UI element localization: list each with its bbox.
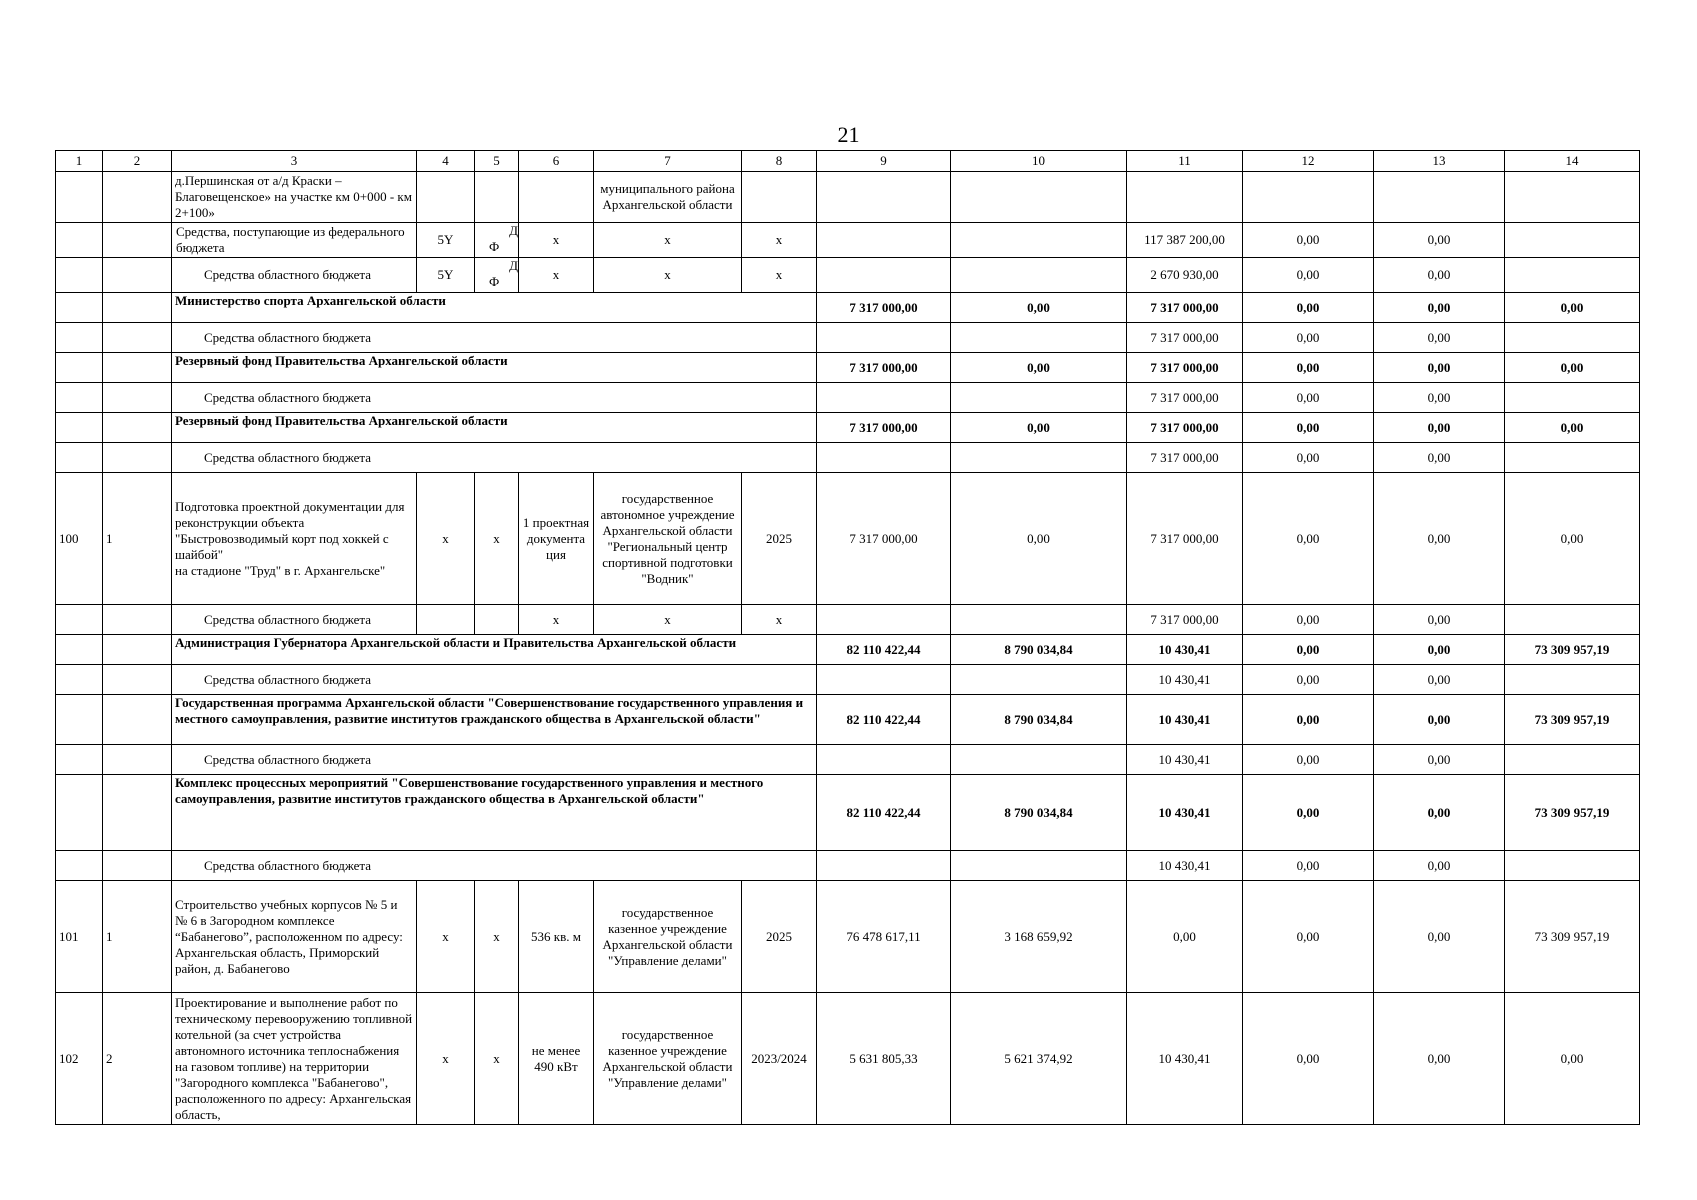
kd-top: Д bbox=[509, 223, 518, 238]
cell-8: x bbox=[742, 223, 817, 258]
section-title: Министерство спорта Архангельской области bbox=[172, 293, 817, 323]
cell-10: 8 790 034,84 bbox=[951, 635, 1127, 665]
section-title: Комплекс процессных мероприятий "Совершенствование государственного управления и местного самоуправления, развитие институтов гражданского общества в Архангельской области" bbox=[172, 775, 817, 851]
cell-9: 7 317 000,00 bbox=[817, 473, 951, 605]
cell-9 bbox=[817, 851, 951, 881]
cell-13: 0,00 bbox=[1374, 293, 1505, 323]
cell-14: 0,00 bbox=[1505, 293, 1640, 323]
cell-funding-source: Средства областного бюджета bbox=[172, 383, 817, 413]
cell-2 bbox=[103, 172, 172, 223]
cell-code bbox=[417, 605, 475, 635]
column-header: 10 bbox=[951, 151, 1127, 172]
cell-1 bbox=[56, 851, 103, 881]
cell-10 bbox=[951, 223, 1127, 258]
cell-2 bbox=[103, 413, 172, 443]
cell-7: x bbox=[594, 258, 742, 293]
cell-14: 73 309 957,19 bbox=[1505, 635, 1640, 665]
cell-2 bbox=[103, 223, 172, 258]
cell-10: 8 790 034,84 bbox=[951, 695, 1127, 745]
column-header: 7 bbox=[594, 151, 742, 172]
cell-13: 0,00 bbox=[1374, 745, 1505, 775]
cell-1 bbox=[56, 745, 103, 775]
cell-6: x bbox=[519, 258, 594, 293]
cell-14 bbox=[1505, 605, 1640, 635]
cell-2 bbox=[103, 383, 172, 413]
cell-11: 2 670 930,00 bbox=[1127, 258, 1243, 293]
cell-13: 0,00 bbox=[1374, 881, 1505, 993]
budget-table bbox=[55, 150, 1640, 1125]
cell-number: 101 bbox=[56, 881, 103, 993]
cell-1 bbox=[56, 605, 103, 635]
cell-2 bbox=[103, 605, 172, 635]
cell-13: 0,00 bbox=[1374, 383, 1505, 413]
cell-5: x bbox=[475, 473, 519, 605]
cell-2 bbox=[103, 443, 172, 473]
cell-5 bbox=[475, 605, 519, 635]
cell-funding-source: Средства областного бюджета bbox=[172, 323, 817, 353]
cell-13: 0,00 bbox=[1374, 775, 1505, 851]
cell-1 bbox=[56, 383, 103, 413]
cell-executor: государственное казенное учреждение Архангельской области "Управление делами" bbox=[594, 881, 742, 993]
cell-14: 73 309 957,19 bbox=[1505, 881, 1640, 993]
kd-top: Д bbox=[509, 258, 518, 273]
cell-11: 7 317 000,00 bbox=[1127, 293, 1243, 323]
cell-year: 2025 bbox=[742, 881, 817, 993]
cell-9: 76 478 617,11 bbox=[817, 881, 951, 993]
cell-9: 7 317 000,00 bbox=[817, 353, 951, 383]
column-header: 14 bbox=[1505, 151, 1640, 172]
column-header: 11 bbox=[1127, 151, 1243, 172]
cell-12: 0,00 bbox=[1243, 258, 1374, 293]
cell-10 bbox=[951, 665, 1127, 695]
cell-10 bbox=[951, 745, 1127, 775]
cell-14 bbox=[1505, 851, 1640, 881]
cell-14 bbox=[1505, 258, 1640, 293]
cell-executor: государственное казенное учреждение Архангельской области "Управление делами" bbox=[594, 993, 742, 1125]
cell-14 bbox=[1505, 665, 1640, 695]
cell-12: 0,00 bbox=[1243, 443, 1374, 473]
column-header: 8 bbox=[742, 151, 817, 172]
cell-1 bbox=[56, 172, 103, 223]
cell-9 bbox=[817, 223, 951, 258]
table-row bbox=[56, 775, 1640, 851]
cell-13 bbox=[1374, 172, 1505, 223]
table-row bbox=[56, 413, 1640, 443]
cell-1 bbox=[56, 353, 103, 383]
table-row bbox=[56, 293, 1640, 323]
table-row bbox=[56, 383, 1640, 413]
cell-12: 0,00 bbox=[1243, 605, 1374, 635]
cell-12: 0,00 bbox=[1243, 413, 1374, 443]
column-header: 9 bbox=[817, 151, 951, 172]
kd-bottom: Ф bbox=[489, 274, 500, 289]
table-row bbox=[56, 172, 1640, 223]
cell-12: 0,00 bbox=[1243, 775, 1374, 851]
cell-executor: муниципального района Архангельской области bbox=[594, 172, 742, 223]
cell-funding-source: Средства областного бюджета bbox=[172, 258, 417, 293]
cell-capacity: 536 кв. м bbox=[519, 881, 594, 993]
column-header: 6 bbox=[519, 151, 594, 172]
table-row bbox=[56, 745, 1640, 775]
table-row bbox=[56, 353, 1640, 383]
cell-year: 2023/2024 bbox=[742, 993, 817, 1125]
cell-11: 117 387 200,00 bbox=[1127, 223, 1243, 258]
cell-13: 0,00 bbox=[1374, 473, 1505, 605]
cell-9: 7 317 000,00 bbox=[817, 293, 951, 323]
cell-object-name: Подготовка проектной документации для реконструкции объекта "Быстровозводимый корт под хоккей с шайбой" на стадионе "Труд" в г. Архангельске" bbox=[172, 473, 417, 605]
table-row bbox=[56, 605, 1640, 635]
cell-13: 0,00 bbox=[1374, 635, 1505, 665]
cell-12: 0,00 bbox=[1243, 695, 1374, 745]
cell-11: 7 317 000,00 bbox=[1127, 323, 1243, 353]
cell-funding-source: Средства областного бюджета bbox=[172, 851, 817, 881]
section-title: Резервный фонд Правительства Архангельской области bbox=[172, 413, 817, 443]
kd-bottom: Ф bbox=[489, 239, 500, 254]
cell-5 bbox=[475, 172, 519, 223]
column-header: 5 bbox=[475, 151, 519, 172]
cell-11: 7 317 000,00 bbox=[1127, 413, 1243, 443]
cell-12: 0,00 bbox=[1243, 473, 1374, 605]
cell-14: 73 309 957,19 bbox=[1505, 695, 1640, 745]
cell-12: 0,00 bbox=[1243, 353, 1374, 383]
cell-code: 5Y bbox=[417, 223, 475, 258]
cell-11 bbox=[1127, 172, 1243, 223]
cell-13: 0,00 bbox=[1374, 665, 1505, 695]
cell-code: 5Y bbox=[417, 258, 475, 293]
cell-capacity: 1 проектная документа ция bbox=[519, 473, 594, 605]
table-row bbox=[56, 881, 1640, 993]
table-row bbox=[56, 473, 1640, 605]
cell-1 bbox=[56, 323, 103, 353]
cell-9 bbox=[817, 258, 951, 293]
cell-10: 0,00 bbox=[951, 293, 1127, 323]
cell-13: 0,00 bbox=[1374, 223, 1505, 258]
cell-funding-source: Средства областного бюджета bbox=[172, 605, 417, 635]
cell-10 bbox=[951, 383, 1127, 413]
cell-capacity: не менее 490 кВт bbox=[519, 993, 594, 1125]
column-header: 12 bbox=[1243, 151, 1374, 172]
cell-subnumber: 1 bbox=[103, 881, 172, 993]
cell-14 bbox=[1505, 745, 1640, 775]
cell-14: 0,00 bbox=[1505, 473, 1640, 605]
cell-kd bbox=[475, 258, 519, 293]
cell-5: x bbox=[475, 993, 519, 1125]
cell-2 bbox=[103, 775, 172, 851]
table-body bbox=[56, 151, 1640, 1125]
section-title: Государственная программа Архангельской области "Совершенствование государственного управления и местного самоуправления, развитие институтов гражданского общества в Архангельской области" bbox=[172, 695, 817, 745]
cell-9 bbox=[817, 745, 951, 775]
cell-9 bbox=[817, 172, 951, 223]
cell-10: 3 168 659,92 bbox=[951, 881, 1127, 993]
table-row bbox=[56, 443, 1640, 473]
cell-11: 7 317 000,00 bbox=[1127, 605, 1243, 635]
cell-subnumber: 1 bbox=[103, 473, 172, 605]
cell-2 bbox=[103, 323, 172, 353]
cell-9 bbox=[817, 323, 951, 353]
cell-2 bbox=[103, 353, 172, 383]
cell-14: 0,00 bbox=[1505, 993, 1640, 1125]
cell-11: 7 317 000,00 bbox=[1127, 443, 1243, 473]
table-row bbox=[56, 851, 1640, 881]
cell-8: x bbox=[742, 605, 817, 635]
cell-1 bbox=[56, 635, 103, 665]
cell-10: 0,00 bbox=[951, 473, 1127, 605]
cell-10: 0,00 bbox=[951, 413, 1127, 443]
cell-1 bbox=[56, 293, 103, 323]
kd-code bbox=[475, 223, 518, 253]
page-number: 21 bbox=[837, 122, 860, 147]
cell-10 bbox=[951, 851, 1127, 881]
cell-funding-source: Средства областного бюджета bbox=[172, 443, 817, 473]
table-row bbox=[56, 323, 1640, 353]
table-row bbox=[56, 635, 1640, 665]
cell-2 bbox=[103, 665, 172, 695]
cell-12: 0,00 bbox=[1243, 635, 1374, 665]
cell-12: 0,00 bbox=[1243, 223, 1374, 258]
cell-1 bbox=[56, 775, 103, 851]
cell-9: 82 110 422,44 bbox=[817, 775, 951, 851]
cell-2 bbox=[103, 258, 172, 293]
cell-14 bbox=[1505, 323, 1640, 353]
cell-4: x bbox=[417, 993, 475, 1125]
cell-executor: государственное автономное учреждение Архангельской области "Региональный центр спортивной подготовки "Водник" bbox=[594, 473, 742, 605]
cell-2 bbox=[103, 635, 172, 665]
cell-11: 10 430,41 bbox=[1127, 993, 1243, 1125]
cell-6 bbox=[519, 172, 594, 223]
cell-6: x bbox=[519, 223, 594, 258]
cell-12: 0,00 bbox=[1243, 993, 1374, 1125]
cell-9 bbox=[817, 443, 951, 473]
cell-1 bbox=[56, 665, 103, 695]
kd-code bbox=[475, 258, 518, 288]
cell-1 bbox=[56, 258, 103, 293]
cell-object-name: Проектирование и выполнение работ по техническому перевооружению топливной котельной (за счет устройства автономного источника теплоснабжения на газовом топливе) на территории "Загородного комплекса "Бабанегово", расположенного по адресу: Архангельская область, bbox=[172, 993, 417, 1125]
cell-13: 0,00 bbox=[1374, 353, 1505, 383]
cell-9 bbox=[817, 605, 951, 635]
cell-14 bbox=[1505, 443, 1640, 473]
cell-funding-source: Средства, поступающие из федерального бюджета bbox=[172, 223, 417, 258]
cell-11: 10 430,41 bbox=[1127, 775, 1243, 851]
cell-12: 0,00 bbox=[1243, 745, 1374, 775]
column-header: 1 bbox=[56, 151, 103, 172]
table-row bbox=[56, 993, 1640, 1125]
cell-12: 0,00 bbox=[1243, 881, 1374, 993]
cell-4: x bbox=[417, 473, 475, 605]
cell-11: 10 430,41 bbox=[1127, 635, 1243, 665]
cell-12: 0,00 bbox=[1243, 665, 1374, 695]
cell-12: 0,00 bbox=[1243, 851, 1374, 881]
cell-number: 100 bbox=[56, 473, 103, 605]
cell-10: 5 621 374,92 bbox=[951, 993, 1127, 1125]
cell-11: 7 317 000,00 bbox=[1127, 473, 1243, 605]
cell-9 bbox=[817, 383, 951, 413]
cell-13: 0,00 bbox=[1374, 851, 1505, 881]
cell-kd bbox=[475, 223, 519, 258]
cell-14: 0,00 bbox=[1505, 353, 1640, 383]
section-title: Резервный фонд Правительства Архангельской области bbox=[172, 353, 817, 383]
cell-14 bbox=[1505, 223, 1640, 258]
cell-9 bbox=[817, 665, 951, 695]
cell-2 bbox=[103, 695, 172, 745]
cell-10 bbox=[951, 605, 1127, 635]
cell-4: x bbox=[417, 881, 475, 993]
cell-12: 0,00 bbox=[1243, 323, 1374, 353]
cell-11: 0,00 bbox=[1127, 881, 1243, 993]
cell-subnumber: 2 bbox=[103, 993, 172, 1125]
cell-7: x bbox=[594, 605, 742, 635]
cell-13: 0,00 bbox=[1374, 993, 1505, 1125]
cell-13: 0,00 bbox=[1374, 695, 1505, 745]
cell-11: 10 430,41 bbox=[1127, 665, 1243, 695]
cell-5: x bbox=[475, 881, 519, 993]
cell-6: x bbox=[519, 605, 594, 635]
cell-14 bbox=[1505, 383, 1640, 413]
cell-13: 0,00 bbox=[1374, 258, 1505, 293]
cell-7: x bbox=[594, 223, 742, 258]
cell-11: 10 430,41 bbox=[1127, 851, 1243, 881]
column-header: 3 bbox=[172, 151, 417, 172]
cell-8: x bbox=[742, 258, 817, 293]
table-row bbox=[56, 695, 1640, 745]
section-title: Администрация Губернатора Архангельской области и Правительства Архангельской области bbox=[172, 635, 817, 665]
cell-funding-source: Средства областного бюджета bbox=[172, 745, 817, 775]
cell-1 bbox=[56, 413, 103, 443]
cell-11: 7 317 000,00 bbox=[1127, 353, 1243, 383]
column-header: 2 bbox=[103, 151, 172, 172]
table-row bbox=[56, 223, 1640, 258]
cell-10: 0,00 bbox=[951, 353, 1127, 383]
cell-11: 10 430,41 bbox=[1127, 745, 1243, 775]
cell-11: 7 317 000,00 bbox=[1127, 383, 1243, 413]
cell-name: д.Першинская от а/д Краски – Благовещенское» на участке км 0+000 - км 2+100» bbox=[172, 172, 417, 223]
cell-8 bbox=[742, 172, 817, 223]
cell-9: 5 631 805,33 bbox=[817, 993, 951, 1125]
column-number-row bbox=[56, 151, 1640, 172]
cell-1 bbox=[56, 223, 103, 258]
cell-9: 7 317 000,00 bbox=[817, 413, 951, 443]
cell-10 bbox=[951, 443, 1127, 473]
cell-10 bbox=[951, 258, 1127, 293]
table-row bbox=[56, 665, 1640, 695]
cell-13: 0,00 bbox=[1374, 413, 1505, 443]
cell-4 bbox=[417, 172, 475, 223]
cell-11: 10 430,41 bbox=[1127, 695, 1243, 745]
cell-10 bbox=[951, 172, 1127, 223]
column-header: 4 bbox=[417, 151, 475, 172]
cell-14: 0,00 bbox=[1505, 413, 1640, 443]
cell-number: 102 bbox=[56, 993, 103, 1125]
cell-13: 0,00 bbox=[1374, 443, 1505, 473]
cell-10 bbox=[951, 323, 1127, 353]
cell-14 bbox=[1505, 172, 1640, 223]
cell-12: 0,00 bbox=[1243, 383, 1374, 413]
cell-13: 0,00 bbox=[1374, 605, 1505, 635]
column-header: 13 bbox=[1374, 151, 1505, 172]
cell-object-name: Строительство учебных корпусов № 5 и № 6 в Загородном комплексе “Бабанегово”, расположенном по адресу: Архангельская область, Приморский район, д. Бабанегово bbox=[172, 881, 417, 993]
cell-year: 2025 bbox=[742, 473, 817, 605]
cell-2 bbox=[103, 745, 172, 775]
cell-1 bbox=[56, 443, 103, 473]
cell-12: 0,00 bbox=[1243, 293, 1374, 323]
cell-2 bbox=[103, 851, 172, 881]
cell-9: 82 110 422,44 bbox=[817, 695, 951, 745]
cell-14: 73 309 957,19 bbox=[1505, 775, 1640, 851]
cell-9: 82 110 422,44 bbox=[817, 635, 951, 665]
cell-13: 0,00 bbox=[1374, 323, 1505, 353]
cell-1 bbox=[56, 695, 103, 745]
cell-10: 8 790 034,84 bbox=[951, 775, 1127, 851]
cell-2 bbox=[103, 293, 172, 323]
cell-funding-source: Средства областного бюджета bbox=[172, 665, 817, 695]
cell-12 bbox=[1243, 172, 1374, 223]
table-row bbox=[56, 258, 1640, 293]
